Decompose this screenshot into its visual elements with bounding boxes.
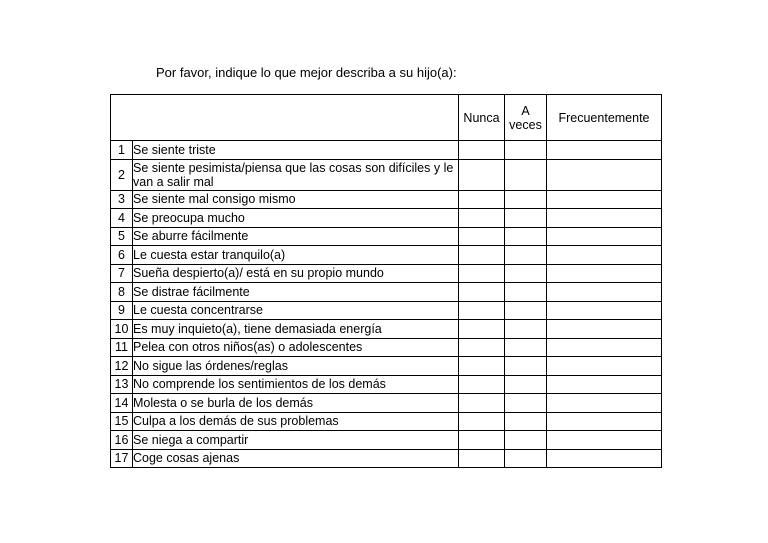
answer-cell-frecuentemente[interactable] [547,246,662,265]
answer-cell-nunca[interactable] [459,320,505,339]
item-text: Se niega a compartir [133,431,459,450]
item-number: 13 [111,375,133,394]
answer-cell-frecuentemente[interactable] [547,394,662,413]
answer-cell-nunca[interactable] [459,141,505,160]
answer-cell-frecuentemente[interactable] [547,320,662,339]
answer-cell-frecuentemente[interactable] [547,283,662,302]
table-row [111,431,662,450]
item-text: Se preocupa mucho [133,209,459,228]
answer-cell-nunca[interactable] [459,301,505,320]
answer-cell-frecuentemente[interactable] [547,209,662,228]
table-row [111,394,662,413]
item-number: 8 [111,283,133,302]
item-text: Es muy inquieto(a), tiene demasiada energía [133,320,459,339]
answer-cell-a-veces[interactable] [505,431,547,450]
answer-cell-a-veces[interactable] [505,338,547,357]
table-row [111,375,662,394]
answer-cell-a-veces[interactable] [505,209,547,228]
table-row [111,227,662,246]
answer-cell-a-veces[interactable] [505,320,547,339]
item-text: Se siente mal consigo mismo [133,190,459,209]
item-number: 7 [111,264,133,283]
item-number: 2 [111,159,133,190]
item-number: 15 [111,412,133,431]
answer-cell-frecuentemente[interactable] [547,412,662,431]
answer-cell-nunca[interactable] [459,412,505,431]
table-row [111,141,662,160]
questionnaire-table [110,94,662,468]
answer-cell-frecuentemente[interactable] [547,449,662,468]
table-row [111,246,662,265]
answer-cell-frecuentemente[interactable] [547,338,662,357]
items-body [111,141,662,468]
answer-cell-frecuentemente[interactable] [547,357,662,376]
header-a-veces-line1: A [521,103,530,118]
answer-cell-nunca[interactable] [459,209,505,228]
item-text: No comprende los sentimientos de los demás [133,375,459,394]
table-row [111,338,662,357]
header-nunca: Nunca [459,95,505,141]
item-text: Coge cosas ajenas [133,449,459,468]
table-row [111,159,662,190]
item-number: 11 [111,338,133,357]
instruction-text: Por favor, indique lo que mejor describa a su hijo(a): [156,65,457,80]
item-text: No sigue las órdenes/reglas [133,357,459,376]
item-number: 17 [111,449,133,468]
answer-cell-frecuentemente[interactable] [547,141,662,160]
item-number: 10 [111,320,133,339]
header-empty-cell [111,95,459,141]
table-row [111,209,662,228]
answer-cell-nunca[interactable] [459,394,505,413]
item-text: Se siente pesimista/piensa que las cosas son difíciles y le van a salir mal [133,159,459,190]
answer-cell-frecuentemente[interactable] [547,431,662,450]
item-text: Culpa a los demás de sus problemas [133,412,459,431]
answer-cell-frecuentemente[interactable] [547,159,662,190]
answer-cell-nunca[interactable] [459,264,505,283]
item-text: Le cuesta concentrarse [133,301,459,320]
header-frecuentemente: Frecuentemente [547,95,662,141]
item-number: 4 [111,209,133,228]
item-number: 9 [111,301,133,320]
item-number: 5 [111,227,133,246]
answer-cell-nunca[interactable] [459,375,505,394]
table-row [111,357,662,376]
item-text: Se distrae fácilmente [133,283,459,302]
answer-cell-frecuentemente[interactable] [547,190,662,209]
item-text: Molesta o se burla de los demás [133,394,459,413]
answer-cell-nunca[interactable] [459,190,505,209]
answer-cell-frecuentemente[interactable] [547,301,662,320]
answer-cell-a-veces[interactable] [505,412,547,431]
answer-cell-frecuentemente[interactable] [547,227,662,246]
header-row [111,95,662,141]
table-row [111,190,662,209]
answer-cell-nunca[interactable] [459,357,505,376]
answer-cell-a-veces[interactable] [505,283,547,302]
answer-cell-a-veces[interactable] [505,246,547,265]
item-text: Pelea con otros niños(as) o adolescentes [133,338,459,357]
table-row [111,320,662,339]
answer-cell-nunca[interactable] [459,283,505,302]
item-text: Sueña despierto(a)/ está en su propio mundo [133,264,459,283]
table-row [111,264,662,283]
item-text: Se aburre fácilmente [133,227,459,246]
answer-cell-a-veces[interactable] [505,141,547,160]
answer-cell-nunca[interactable] [459,449,505,468]
answer-cell-a-veces[interactable] [505,301,547,320]
item-text: Le cuesta estar tranquilo(a) [133,246,459,265]
answer-cell-nunca[interactable] [459,159,505,190]
answer-cell-nunca[interactable] [459,338,505,357]
answer-cell-nunca[interactable] [459,227,505,246]
header-a-veces-line2: veces [509,117,542,132]
answer-cell-a-veces[interactable] [505,357,547,376]
item-number: 3 [111,190,133,209]
table-row [111,412,662,431]
answer-cell-a-veces[interactable] [505,227,547,246]
answer-cell-a-veces[interactable] [505,190,547,209]
table-row [111,449,662,468]
answer-cell-a-veces[interactable] [505,264,547,283]
answer-cell-a-veces[interactable] [505,449,547,468]
item-number: 12 [111,357,133,376]
header-a-veces [505,95,547,141]
item-text: Se siente triste [133,141,459,160]
answer-cell-frecuentemente[interactable] [547,375,662,394]
item-number: 6 [111,246,133,265]
answer-cell-frecuentemente[interactable] [547,264,662,283]
item-number: 16 [111,431,133,450]
answer-cell-nunca[interactable] [459,246,505,265]
item-number: 14 [111,394,133,413]
answer-cell-a-veces[interactable] [505,159,547,190]
answer-cell-a-veces[interactable] [505,375,547,394]
answer-cell-a-veces[interactable] [505,394,547,413]
table-row [111,301,662,320]
answer-cell-nunca[interactable] [459,431,505,450]
item-number: 1 [111,141,133,160]
table-row [111,283,662,302]
